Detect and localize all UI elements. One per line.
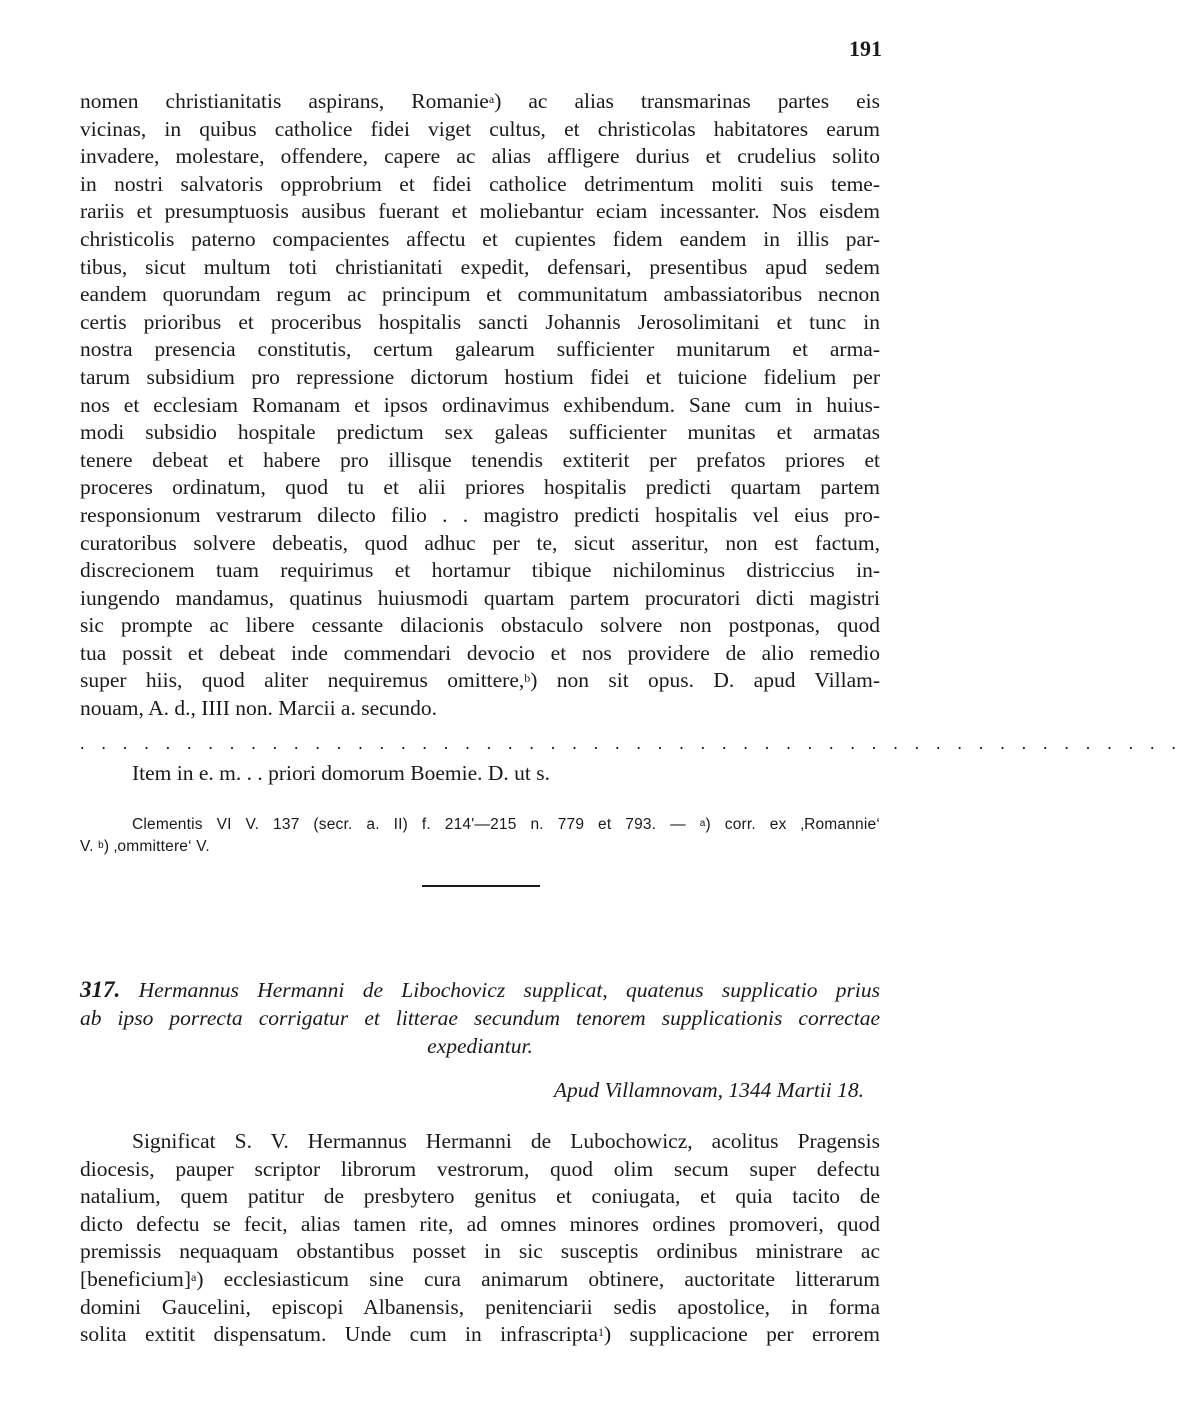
text-line: eandem quorundam regum ac principum et communitatum ambassiatoribus necnon (80, 282, 880, 307)
text-line: in nostri salvatoris opprobrium et fidei catholice detrimentum moliti suis teme- (80, 171, 880, 196)
text-line: nouam, A. d., IIII non. Marcii a. secundo. (80, 696, 438, 721)
ellipsis-row: . . . . . . . . . . . . . . . . . . . . . . . . . . . . . . . . . . . . . . . . . . . . . . . . . . . . (80, 733, 1182, 753)
text-line: nostra presencia constitutis, certum galearum sufficienter munitarum et arma- (80, 337, 880, 362)
document-text-block (80, 1128, 880, 1349)
dateline: Apud Villamnovam, 1344 Martii 18. (553, 1078, 864, 1102)
page-number: 191 (849, 36, 882, 61)
text-line: sic prompte ac libere cessante dilacionis obstaculo solvere non postponas, quod (80, 613, 880, 638)
footnote-marker: a (488, 92, 495, 106)
text-line: domini Gaucelini, episcopi Albanensis, penitenciarii sedis apostolice, in forma (80, 1294, 880, 1319)
heading-line-2: ab ipso porrecta corrigatur et litterae secundum tenorem supplicationis correctae (80, 1006, 880, 1030)
text-line: nos et ecclesiam Romanam et ipsos ordinavimus exhibendum. Sane cum in huius- (80, 392, 880, 417)
text-line: natalium, quem patitur de presbytero genitus et coniugata, et quia tacito de (80, 1184, 880, 1209)
text-line: tarum subsidium pro repressione dictorum hostium fidei et tuicione fidelium per (80, 364, 880, 389)
text-line: [beneficium]$^a$) ecclesiasticum sine cura animarum obtinere, auctoritate litterarum (80, 1266, 880, 1291)
text-line: modi subsidio hospitale predictum sex galeas sufficienter munitas et armatas (80, 420, 880, 445)
text-line: curatoribus solvere debeatis, quod adhuc per te, sicut asseritur, non est factum, (80, 530, 880, 555)
text-line: responsionum vestrarum dilecto filio . . magistro predicti hospitalis vel eius pro- (80, 502, 880, 527)
heading-line-3: expediantur. (427, 1034, 533, 1058)
document-number: 317. (80, 977, 121, 1002)
text-line: nomen christianitatis aspirans, Romanie$^a$) ac alias transmarinas partes eis (80, 89, 880, 113)
heading-line-1: 317. Hermannus Hermanni de Libochovicz supplicat, quatenus supplicatio prius (80, 977, 881, 1002)
footnote-marker: 1 (598, 1325, 605, 1340)
text-line: tua possit et debeat inde commendari devocio et nos providere de alio remedio (80, 640, 880, 665)
text-line: rariis et presumptuosis ausibus fuerant et moliebantur eciam incessanter. Nos eisdem (80, 199, 880, 224)
text-line: diocesis, pauper scriptor librorum vestrorum, quod olim secum super defectu (80, 1156, 880, 1181)
text-line: discrecionem tuam requirimus et hortamur tibique nichilominus districcius in- (80, 558, 880, 583)
text-line: vicinas, in quibus catholice fidei viget cultus, et christicolas habitatores earum (80, 116, 880, 141)
footnote-line-1: Clementis VI V. 137 (secr. a. II) f. 214'—215 n. 779 et 793. — $^a$) corr. ex ‚Romannie‘ (132, 816, 880, 833)
text-line: dicto defectu se fecit, alias tamen rite, ad omnes minores ordines promoveri, quod (80, 1211, 880, 1236)
text-line: Significat S. V. Hermannus Hermanni de Lubochowicz, acolitus Pragensis (132, 1129, 880, 1153)
document-heading (80, 976, 880, 1060)
text-line: premissis nequaquam obstantibus posset in sic susceptis ordinibus ministrare ac (80, 1239, 880, 1264)
section-divider (422, 885, 540, 887)
footnote-line-2: V. $^b$) ‚ommittere‘ V. (80, 838, 210, 855)
text-line: invadere, molestare, offendere, capere ac alias affligere durius et crudelius solito (80, 144, 880, 169)
main-text-block (80, 88, 880, 723)
footnote-marker: b (524, 671, 531, 686)
text-line: tenere debeat et habere pro illisque tenendis extiterit per prefatos priores et (80, 447, 880, 472)
text-line: super hiis, quod aliter nequiremus omittere,$^b$) non sit opus. D. apud Villam- (80, 668, 880, 693)
footnote-block (80, 814, 880, 858)
text-line: solita extitit dispensatum. Unde cum in infrascripta$^1$) supplicacione per errorem (80, 1322, 880, 1347)
item-line: Item in e. m. . . priori domorum Boemie. D. ut s. (132, 761, 551, 785)
footnote-marker: a (191, 1269, 197, 1284)
text-line: certis prioribus et proceribus hospitalis sancti Johannis Jerosolimitani et tunc in (80, 309, 880, 334)
text-line: tibus, sicut multum toti christianitati expedit, defensari, presentibus apud sedem (80, 254, 880, 279)
text-line: iungendo mandamus, quatinus huiusmodi quartam partem procuratori dicti magistri (80, 585, 880, 610)
text-line: christicolis paterno compacientes affectu et cupientes fidem eandem in illis par- (80, 226, 880, 251)
text-line: proceres ordinatum, quod tu et alii priores hospitalis predicti quartam partem (80, 475, 880, 500)
